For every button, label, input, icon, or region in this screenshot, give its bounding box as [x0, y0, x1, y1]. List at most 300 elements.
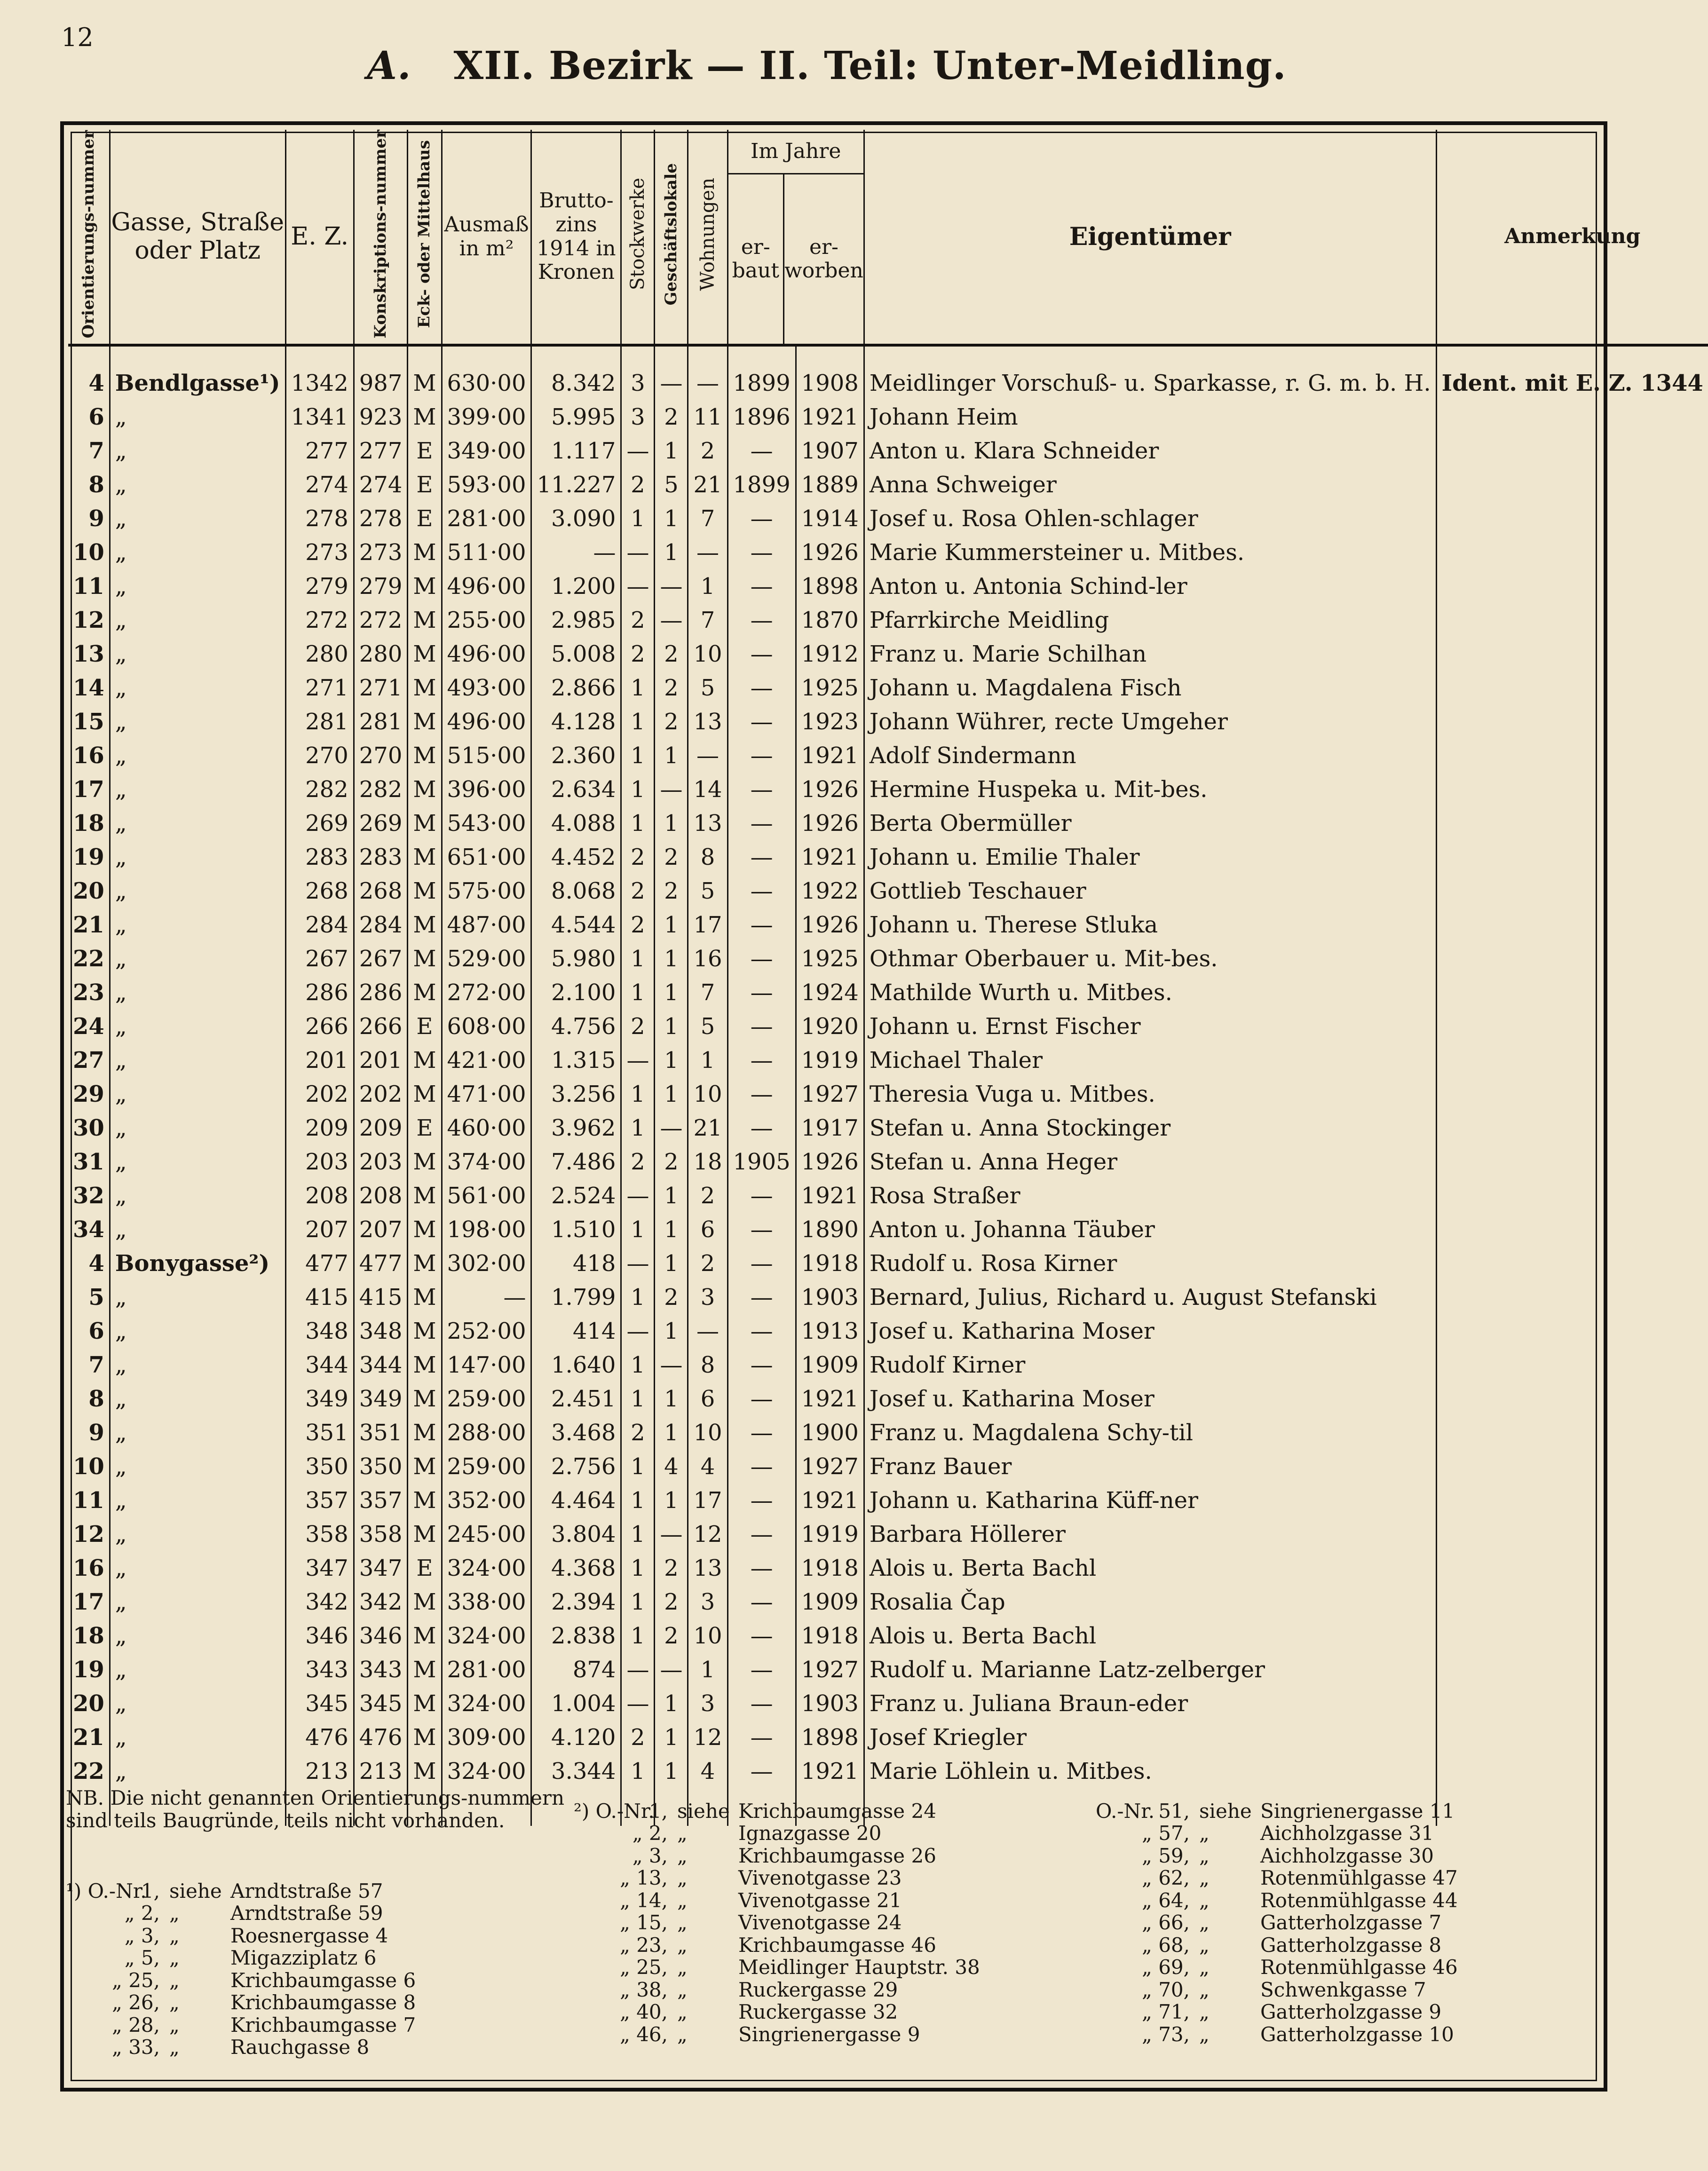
- cell-gesch: 1: [655, 1010, 688, 1043]
- table-row: [68, 1179, 1708, 1213]
- cell-ausmass: 651·00: [442, 840, 531, 874]
- cell-erbaut: —: [727, 1247, 796, 1280]
- cell-eigentuemer: Bernard, Julius, Richard u. August Stefanski: [864, 1280, 1436, 1314]
- footnote-3: [1096, 1800, 1613, 2045]
- footnote-n: Rauchgasse 8: [230, 2036, 370, 2059]
- table-row: [68, 434, 1708, 468]
- footnote-k: „ 3,: [632, 1844, 668, 1867]
- cell-ez: 272: [285, 603, 354, 637]
- footnote-2: [574, 1800, 1091, 2045]
- cell-gasse: „: [110, 1653, 285, 1687]
- cell-kons: 987: [354, 366, 408, 400]
- cell-stock: 2: [621, 908, 655, 942]
- cell-ez: 1341: [285, 400, 354, 434]
- cell-eck: M: [408, 671, 442, 705]
- footnote-k: „ 28,: [112, 2013, 160, 2037]
- cell-gesch: 1: [655, 908, 688, 942]
- cell-erworben: 1924: [796, 976, 864, 1010]
- col-header-stockwerke: Stockwerke: [621, 130, 655, 345]
- cell-eck: M: [408, 1416, 442, 1450]
- cell-eck: E: [408, 434, 442, 468]
- cell-eck: M: [408, 908, 442, 942]
- cell-ez: 271: [285, 671, 354, 705]
- cell-erbaut: —: [727, 806, 796, 840]
- cell-ez: 207: [285, 1213, 354, 1247]
- cell-stock: 1: [621, 1517, 655, 1551]
- cell-ausmass: 543·00: [442, 806, 531, 840]
- cell-erbaut: 1896: [727, 400, 796, 434]
- cell-gesch: 2: [655, 637, 688, 671]
- footnote-entry: [66, 1991, 583, 2013]
- cell-eigentuemer: Hermine Huspeka u. Mit-bes.: [864, 773, 1436, 806]
- cell-gesch: —: [655, 1653, 688, 1687]
- cell-zins: 4.368: [531, 1551, 621, 1585]
- cell-gesch: 1: [655, 434, 688, 468]
- footnote-n: Krichbaumgasse 24: [738, 1800, 936, 1823]
- cell-ez: 343: [285, 1653, 354, 1687]
- cell-erbaut: —: [727, 603, 796, 637]
- cell-gasse: „: [110, 400, 285, 434]
- cell-eigentuemer: Johann u. Magdalena Fisch: [864, 671, 1436, 705]
- cell-stock: —: [621, 1247, 655, 1280]
- cell-ausmass: 272·00: [442, 976, 531, 1010]
- cell-anmerkung: [1436, 468, 1708, 502]
- cell-nr: 18: [68, 806, 110, 840]
- cell-ez: 348: [285, 1314, 354, 1348]
- footnote-entry: [1096, 1934, 1613, 1956]
- cell-stock: 1: [621, 1585, 655, 1619]
- cell-gasse: „: [110, 1585, 285, 1619]
- cell-erworben: 1918: [796, 1551, 864, 1585]
- col-header-eck: Eck- oder Mittelhaus: [408, 130, 442, 345]
- footnote-n: Krichbaumgasse 8: [230, 1991, 416, 2014]
- cell-erbaut: —: [727, 773, 796, 806]
- cell-ausmass: 496·00: [442, 705, 531, 739]
- cell-gesch: 2: [655, 1619, 688, 1653]
- footnote-n: Schwenkgasse 7: [1260, 1978, 1426, 2001]
- cell-eigentuemer: Rosa Straßer: [864, 1179, 1436, 1213]
- footnote-n: Ignazgasse 20: [738, 1822, 882, 1845]
- cell-ez: 202: [285, 1077, 354, 1111]
- cell-ez: 209: [285, 1111, 354, 1145]
- cell-kons: 272: [354, 603, 408, 637]
- cell-gasse: „: [110, 1145, 285, 1179]
- footnote-k: „ 70,: [1142, 1978, 1190, 2001]
- cell-kons: 345: [354, 1687, 408, 1721]
- table-body: [68, 345, 1708, 1826]
- cell-stock: 1: [621, 1551, 655, 1585]
- cell-eigentuemer: Johann Wührer, recte Umgeher: [864, 705, 1436, 739]
- cell-zins: 4.128: [531, 705, 621, 739]
- table-row: [68, 1517, 1708, 1551]
- cell-anmerkung: [1436, 942, 1708, 976]
- cell-gasse: „: [110, 1348, 285, 1382]
- cell-ausmass: —: [442, 1280, 531, 1314]
- footnote-s: „: [1199, 1866, 1210, 1890]
- cell-eck: M: [408, 1619, 442, 1653]
- cell-eck: M: [408, 1280, 442, 1314]
- cell-zins: 1.117: [531, 434, 621, 468]
- cell-eigentuemer: Johann u. Ernst Fischer: [864, 1010, 1436, 1043]
- footnote-s: siehe: [169, 1879, 222, 1903]
- cell-stock: 1: [621, 806, 655, 840]
- cell-kons: 274: [354, 468, 408, 502]
- cell-zins: 874: [531, 1653, 621, 1687]
- cell-eigentuemer: Stefan u. Anna Heger: [864, 1145, 1436, 1179]
- cell-ez: 284: [285, 908, 354, 942]
- cell-stock: 1: [621, 1111, 655, 1145]
- cell-nr: 12: [68, 603, 110, 637]
- footnote-entry: O.-Nr. 51, siehe Singrienergasse 11: [1096, 1800, 1613, 1822]
- cell-wohn: 6: [688, 1382, 727, 1416]
- cell-eigentuemer: Stefan u. Anna Stockinger: [864, 1111, 1436, 1145]
- cell-kons: 213: [354, 1754, 408, 1788]
- cell-stock: 1: [621, 1619, 655, 1653]
- cell-nr: 11: [68, 1484, 110, 1517]
- cell-wohn: 12: [688, 1721, 727, 1754]
- cell-kons: 282: [354, 773, 408, 806]
- cell-anmerkung: [1436, 1721, 1708, 1754]
- cell-gesch: 2: [655, 400, 688, 434]
- cell-gesch: 1: [655, 1043, 688, 1077]
- cell-erbaut: —: [727, 1010, 796, 1043]
- cell-stock: 2: [621, 874, 655, 908]
- cell-eck: M: [408, 1179, 442, 1213]
- table-row: [68, 1721, 1708, 1754]
- cell-kons: 280: [354, 637, 408, 671]
- cell-erworben: 1926: [796, 536, 864, 569]
- footnote-entry: [1096, 1822, 1613, 1844]
- cell-kons: 347: [354, 1551, 408, 1585]
- cell-kons: 207: [354, 1213, 408, 1247]
- cell-erworben: 1870: [796, 603, 864, 637]
- cell-wohn: 16: [688, 942, 727, 976]
- table-row: [68, 1247, 1708, 1280]
- cell-anmerkung: [1436, 773, 1708, 806]
- footnote-s: „: [1199, 2000, 1210, 2024]
- cell-gesch: 1: [655, 1754, 688, 1788]
- col-header-orientierungsnummer: Orientierungs-nummer: [68, 130, 110, 345]
- cell-eck: M: [408, 1077, 442, 1111]
- table-row: [68, 1077, 1708, 1111]
- page-title: [0, 43, 1653, 88]
- cell-gesch: 2: [655, 874, 688, 908]
- cell-zins: 1.799: [531, 1280, 621, 1314]
- cell-kons: 266: [354, 1010, 408, 1043]
- cell-wohn: 21: [688, 1111, 727, 1145]
- cell-kons: 269: [354, 806, 408, 840]
- cell-nr: 22: [68, 942, 110, 976]
- cell-eigentuemer: Franz Bauer: [864, 1450, 1436, 1484]
- cell-stock: 2: [621, 603, 655, 637]
- footnote-k: „ 13,: [620, 1866, 668, 1890]
- cell-gasse: „: [110, 1450, 285, 1484]
- table-row: [68, 1551, 1708, 1585]
- cell-wohn: 12: [688, 1517, 727, 1551]
- table-row: [68, 1382, 1708, 1416]
- cell-gasse: „: [110, 434, 285, 468]
- cell-ausmass: 198·00: [442, 1213, 531, 1247]
- cell-kons: 270: [354, 739, 408, 773]
- footnote-k: „ 69,: [1142, 1956, 1190, 1979]
- cell-wohn: 10: [688, 1077, 727, 1111]
- cell-erbaut: —: [727, 1687, 796, 1721]
- footnote-k: „ 46,: [620, 2022, 668, 2046]
- col-header-wohnungen: Wohnungen: [688, 130, 727, 345]
- cell-eigentuemer: Alois u. Berta Bachl: [864, 1551, 1436, 1585]
- cell-nr: 23: [68, 976, 110, 1010]
- cell-erworben: 1926: [796, 806, 864, 840]
- cell-ez: 208: [285, 1179, 354, 1213]
- table-row: [68, 806, 1708, 840]
- cell-wohn: —: [688, 1314, 727, 1348]
- cell-erworben: 1921: [796, 1382, 864, 1416]
- cell-erbaut: —: [727, 1551, 796, 1585]
- cell-gesch: 2: [655, 671, 688, 705]
- cell-eigentuemer: Johann u. Therese Stluka: [864, 908, 1436, 942]
- cell-zins: 3.962: [531, 1111, 621, 1145]
- cell-gasse: „: [110, 1416, 285, 1450]
- cell-gesch: 2: [655, 1585, 688, 1619]
- cell-erworben: 1903: [796, 1280, 864, 1314]
- cell-ausmass: 349·00: [442, 434, 531, 468]
- footnote-k: „ 71,: [1142, 2000, 1190, 2024]
- cell-anmerkung: [1436, 976, 1708, 1010]
- footnote-k: „ 59,: [1142, 1844, 1190, 1867]
- cell-zins: 3.256: [531, 1077, 621, 1111]
- cell-erbaut: —: [727, 942, 796, 976]
- cell-kons: 203: [354, 1145, 408, 1179]
- footnote-k: „ 57,: [1142, 1822, 1190, 1845]
- cell-erbaut: —: [727, 1450, 796, 1484]
- cell-eck: M: [408, 806, 442, 840]
- cell-ez: 286: [285, 976, 354, 1010]
- cell-erbaut: —: [727, 536, 796, 569]
- cell-nr: 6: [68, 1314, 110, 1348]
- cell-stock: 2: [621, 1145, 655, 1179]
- cell-kons: 279: [354, 569, 408, 603]
- cell-anmerkung: [1436, 1077, 1708, 1111]
- footnote-s: „: [169, 1924, 180, 1947]
- cell-wohn: 5: [688, 671, 727, 705]
- cell-anmerkung: [1436, 1653, 1708, 1687]
- table-row: [68, 976, 1708, 1010]
- cell-stock: 1: [621, 739, 655, 773]
- cell-gesch: —: [655, 1111, 688, 1145]
- cell-wohn: 17: [688, 1484, 727, 1517]
- cell-erworben: 1927: [796, 1450, 864, 1484]
- cell-erbaut: 1899: [727, 366, 796, 400]
- cell-eck: M: [408, 400, 442, 434]
- cell-stock: 2: [621, 637, 655, 671]
- cell-zins: 418: [531, 1247, 621, 1280]
- footnote-s: „: [1199, 1888, 1210, 1912]
- cell-gasse: „: [110, 1179, 285, 1213]
- cell-wohn: —: [688, 536, 727, 569]
- table-row: [68, 1280, 1708, 1314]
- cell-eck: M: [408, 1687, 442, 1721]
- cell-eck: M: [408, 536, 442, 569]
- footnote-n: Singrienergasse 9: [738, 2022, 920, 2046]
- cell-gesch: 2: [655, 705, 688, 739]
- cell-erbaut: —: [727, 1585, 796, 1619]
- footnote-entry: [66, 1902, 583, 1924]
- cell-kons: 278: [354, 502, 408, 536]
- footnote-n: Gatterholzgasse 7: [1260, 1911, 1442, 1934]
- cell-zins: 2.634: [531, 773, 621, 806]
- cell-stock: 1: [621, 1754, 655, 1788]
- table-row: [68, 942, 1708, 976]
- cell-gesch: 1: [655, 1213, 688, 1247]
- cell-eigentuemer: Josef Kriegler: [864, 1721, 1436, 1754]
- table-row: [68, 1314, 1708, 1348]
- footnote-k: „ 64,: [1142, 1888, 1190, 1912]
- cell-anmerkung: [1436, 1754, 1708, 1788]
- cell-eck: M: [408, 1043, 442, 1077]
- cell-kons: 350: [354, 1450, 408, 1484]
- cell-wohn: 7: [688, 502, 727, 536]
- footnote-s: siehe: [1199, 1800, 1252, 1823]
- cell-erbaut: —: [727, 569, 796, 603]
- col-header-gasse: Gasse, Straße oder Platz: [110, 130, 285, 345]
- footnote-s: „: [169, 2013, 180, 2037]
- cell-nr: 15: [68, 705, 110, 739]
- cell-anmerkung: [1436, 1348, 1708, 1382]
- footnote-s: „: [1199, 1911, 1210, 1934]
- cell-erworben: 1918: [796, 1619, 864, 1653]
- cell-kons: 202: [354, 1077, 408, 1111]
- cell-stock: 1: [621, 671, 655, 705]
- footnote-entry: ²) O.-Nr. 1, siehe Krichbaumgasse 24: [574, 1800, 1091, 1822]
- cell-anmerkung: [1436, 434, 1708, 468]
- cell-zins: 2.100: [531, 976, 621, 1010]
- cell-eck: M: [408, 1585, 442, 1619]
- footnote-k: „ 66,: [1142, 1911, 1190, 1934]
- cell-ez: 267: [285, 942, 354, 976]
- cell-gesch: —: [655, 569, 688, 603]
- cell-gasse: „: [110, 1077, 285, 1111]
- cell-ausmass: 338·00: [442, 1585, 531, 1619]
- cell-stock: 2: [621, 468, 655, 502]
- cell-gasse: „: [110, 569, 285, 603]
- footnote-k: 1,: [141, 1879, 160, 1903]
- cell-stock: 1: [621, 705, 655, 739]
- cell-ez: 342: [285, 1585, 354, 1619]
- footnote-entry: [66, 2014, 583, 2036]
- cell-gesch: 1: [655, 976, 688, 1010]
- note-nb: NB. Die nicht genannten Orientierungs-nummern sind teils Baugründe, teils nicht vorhanden.: [66, 1786, 564, 1832]
- footnote-s: „: [1199, 1844, 1210, 1867]
- cell-stock: —: [621, 569, 655, 603]
- cell-eck: E: [408, 1551, 442, 1585]
- cell-ausmass: 302·00: [442, 1247, 531, 1280]
- cell-eck: M: [408, 773, 442, 806]
- cell-gesch: 1: [655, 1247, 688, 1280]
- cell-stock: 1: [621, 942, 655, 976]
- cell-zins: 4.088: [531, 806, 621, 840]
- cell-ausmass: 288·00: [442, 1416, 531, 1450]
- cell-zins: 4.452: [531, 840, 621, 874]
- cell-eigentuemer: Rudolf Kirner: [864, 1348, 1436, 1382]
- cell-nr: 10: [68, 1450, 110, 1484]
- cell-ausmass: 396·00: [442, 773, 531, 806]
- cell-kons: 281: [354, 705, 408, 739]
- cell-erbaut: —: [727, 671, 796, 705]
- footnote-n: Gatterholzgasse 10: [1260, 2022, 1454, 2046]
- footnote-s: „: [1199, 1978, 1210, 2001]
- cell-ausmass: 252·00: [442, 1314, 531, 1348]
- page-number: 12: [61, 23, 94, 52]
- footnote-s: „: [169, 1946, 180, 1970]
- footnote-s: „: [677, 2022, 688, 2046]
- footnote-n: Arndtstraße 59: [230, 1902, 383, 1925]
- cell-ausmass: 630·00: [442, 366, 531, 400]
- cell-kons: 477: [354, 1247, 408, 1280]
- footnote-s: „: [169, 1902, 180, 1925]
- cell-nr: 5: [68, 1280, 110, 1314]
- cell-eigentuemer: Rudolf u. Rosa Kirner: [864, 1247, 1436, 1280]
- cell-ausmass: 593·00: [442, 468, 531, 502]
- cell-gesch: —: [655, 773, 688, 806]
- footnote-n: Rotenmühlgasse 46: [1260, 1956, 1458, 1979]
- cell-wohn: 2: [688, 1179, 727, 1213]
- footnote-s: „: [169, 2036, 180, 2059]
- table-row: [68, 1484, 1708, 1517]
- cell-ausmass: 255·00: [442, 603, 531, 637]
- table-row: [68, 637, 1708, 671]
- footnote-s: „: [677, 2000, 688, 2024]
- cell-kons: 268: [354, 874, 408, 908]
- cell-eck: M: [408, 1213, 442, 1247]
- cell-ez: 280: [285, 637, 354, 671]
- footnote-n: Meidlinger Hauptstr. 38: [738, 1956, 980, 1979]
- cell-kons: 283: [354, 840, 408, 874]
- cell-eck: M: [408, 739, 442, 773]
- cell-eck: M: [408, 1145, 442, 1179]
- cell-zins: 4.544: [531, 908, 621, 942]
- cell-wohn: 13: [688, 806, 727, 840]
- footnote-s: „: [677, 1978, 688, 2001]
- cell-gesch: 1: [655, 1382, 688, 1416]
- cell-nr: 21: [68, 908, 110, 942]
- cell-anmerkung: [1436, 1416, 1708, 1450]
- footnote-k: „ 33,: [112, 2036, 160, 2059]
- cell-ez: 278: [285, 502, 354, 536]
- cell-ez: 282: [285, 773, 354, 806]
- cell-erworben: 1927: [796, 1077, 864, 1111]
- cell-wohn: 10: [688, 637, 727, 671]
- cell-gesch: 2: [655, 1551, 688, 1585]
- cell-gasse: Bonygasse²): [110, 1247, 285, 1280]
- cell-kons: 351: [354, 1416, 408, 1450]
- cell-erworben: 1921: [796, 1484, 864, 1517]
- cell-gesch: —: [655, 1348, 688, 1382]
- cell-kons: 344: [354, 1348, 408, 1382]
- cell-ez: 270: [285, 739, 354, 773]
- table-row: [68, 1111, 1708, 1145]
- cell-stock: 1: [621, 1280, 655, 1314]
- cell-zins: 4.464: [531, 1484, 621, 1517]
- cell-wohn: —: [688, 739, 727, 773]
- table-header-row: [68, 130, 1708, 345]
- footnote-s: „: [677, 1844, 688, 1867]
- cell-gasse: „: [110, 739, 285, 773]
- cell-eck: M: [408, 942, 442, 976]
- cell-gesch: —: [655, 366, 688, 400]
- table-row: [68, 1145, 1708, 1179]
- footnote-entry: [574, 1956, 1091, 1978]
- footnote-entry: [574, 1845, 1091, 1867]
